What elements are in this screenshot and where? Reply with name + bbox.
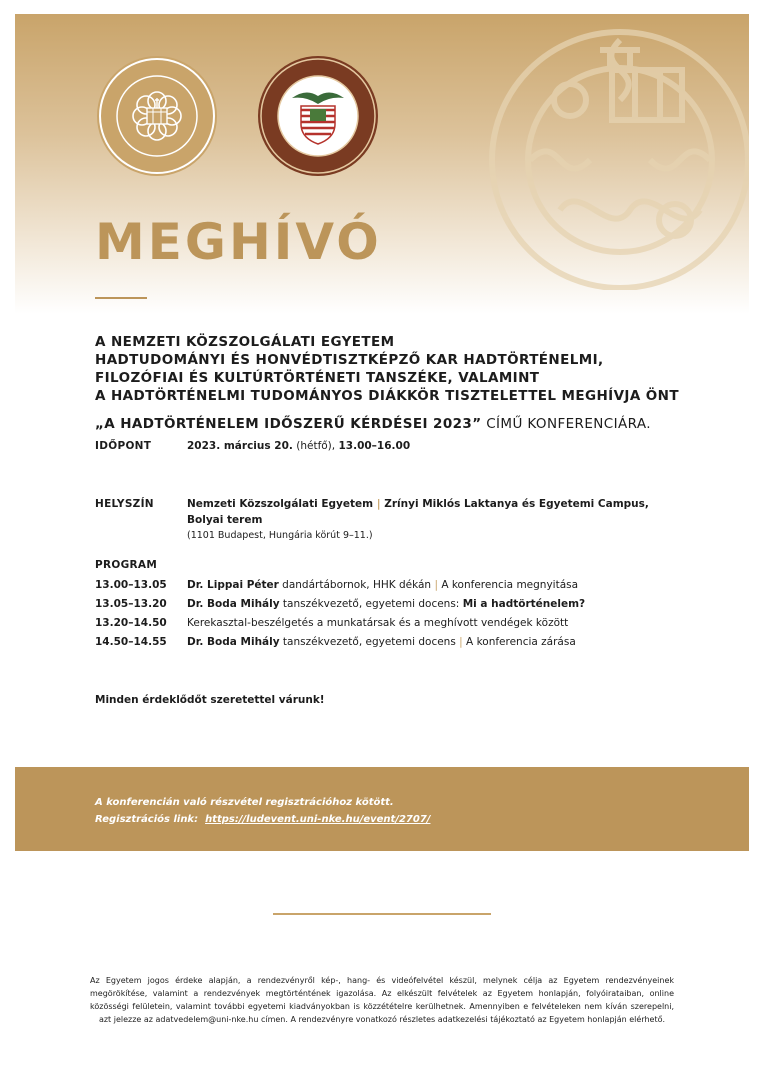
page-title: MEGHÍVÓ [95, 213, 382, 271]
speaker-name: Dr. Boda Mihály [187, 598, 280, 610]
separator: | [434, 579, 438, 591]
program-time: 14.50–14.55 [95, 636, 167, 648]
footer-divider [273, 913, 491, 915]
speaker-title: dandártábornok, HHK dékán [278, 579, 432, 591]
time-label: IDŐPONT [95, 440, 152, 452]
program-topic: Mi a hadtörténelem? [462, 598, 586, 610]
speaker-name: Dr. Boda Mihály [187, 636, 280, 648]
invitation-intro [95, 333, 679, 405]
program-time: 13.20–14.50 [95, 617, 167, 629]
separator: | [376, 498, 381, 510]
location-line-1 [187, 496, 649, 512]
privacy-notice: Az Egyetem jogos érdeke alapján, a rendezvényről kép-, hang- és videófelvétel készül, melynek célja az Egyetem rendezvényeinek megörökítése, valamint a rendezvények megtörténtének igazolása. Az elkészült felvételek az Egyetem honlapján, folyóirataiban, online közösségi felületein, valamint további egyetemi kiadványokban is közzétételre kerülhetnek. Amennyiben e felvételeken nem kíván szerepelni, azt jelezze az adatvedelem@uni-nke.hu címen. A rendezvényre vonatkozó részletes adatkezelési tájékoztató az Egyetem honlapján elérhető. [90, 976, 674, 1024]
program-item [187, 634, 576, 650]
ornament-watermark [470, 10, 749, 290]
registration-link-label: Regisztrációs link: [95, 814, 199, 825]
intro-line: FILOZÓFIAI ÉS KULTÚRTÖRTÉNETI TANSZÉKE, VALAMINT [95, 370, 540, 386]
conference-suffix: CÍMŰ KONFERENCIÁRA. [486, 416, 651, 432]
closing-message: Minden érdeklődőt szeretettel várunk! [95, 694, 325, 706]
intro-line: HADTUDOMÁNYI ÉS HONVÉDTISZTKÉPZŐ KAR HADTÖRTÉNELMI, [95, 352, 604, 368]
event-day: (hétfő), [296, 440, 336, 452]
event-date: 2023. március 20. [187, 440, 293, 452]
location-university: Nemzeti Közszolgálati Egyetem [187, 498, 374, 510]
program-item [187, 596, 585, 612]
event-datetime [187, 438, 410, 454]
speaker-title: tanszékvezető, egyetemi docens: [279, 598, 460, 610]
program-time: 13.00–13.05 [95, 579, 167, 591]
program-topic: A konferencia megnyitása [441, 579, 579, 591]
location-label: HELYSZÍN [95, 498, 154, 510]
program-item: Kerekasztal-beszélgetés a munkatársak és a meghívott vendégek között [187, 617, 569, 629]
registration-info [95, 794, 430, 828]
nke-ludovika-logo [95, 54, 219, 178]
program-time: 13.05–13.20 [95, 598, 167, 610]
registration-link-line [95, 811, 430, 828]
event-time: 13.00–16.00 [338, 440, 411, 452]
program-label: PROGRAM [95, 559, 158, 571]
program-topic: A konferencia zárása [466, 636, 576, 648]
hhk-faculty-logo [256, 54, 380, 178]
conference-title [95, 416, 651, 432]
location-room: Bolyai terem [187, 514, 263, 526]
conference-name: „A HADTÖRTÉNELEM IDŐSZERŰ KÉRDÉSEI 2023” [95, 416, 482, 432]
program-item [187, 577, 578, 593]
speaker-name: Dr. Lippai Péter [187, 579, 279, 591]
intro-line: A NEMZETI KÖZSZOLGÁLATI EGYETEM [95, 334, 395, 350]
intro-line: A HADTÖRTÉNELMI TUDOMÁNYOS DIÁKKÖR TISZTELETTEL MEGHÍVJA ÖNT [95, 388, 679, 404]
location-campus: Zrínyi Miklós Laktanya és Egyetemi Campus, [384, 498, 649, 510]
location-address: (1101 Budapest, Hungária körút 9–11.) [187, 530, 373, 541]
registration-link[interactable]: https://ludevent.uni-nke.hu/event/2707/ [205, 814, 431, 825]
speaker-title: tanszékvezető, egyetemi docens [279, 636, 456, 648]
title-divider [95, 297, 147, 299]
separator: | [459, 636, 463, 648]
registration-note: A konferencián való részvétel regisztrációhoz kötött. [95, 797, 394, 808]
